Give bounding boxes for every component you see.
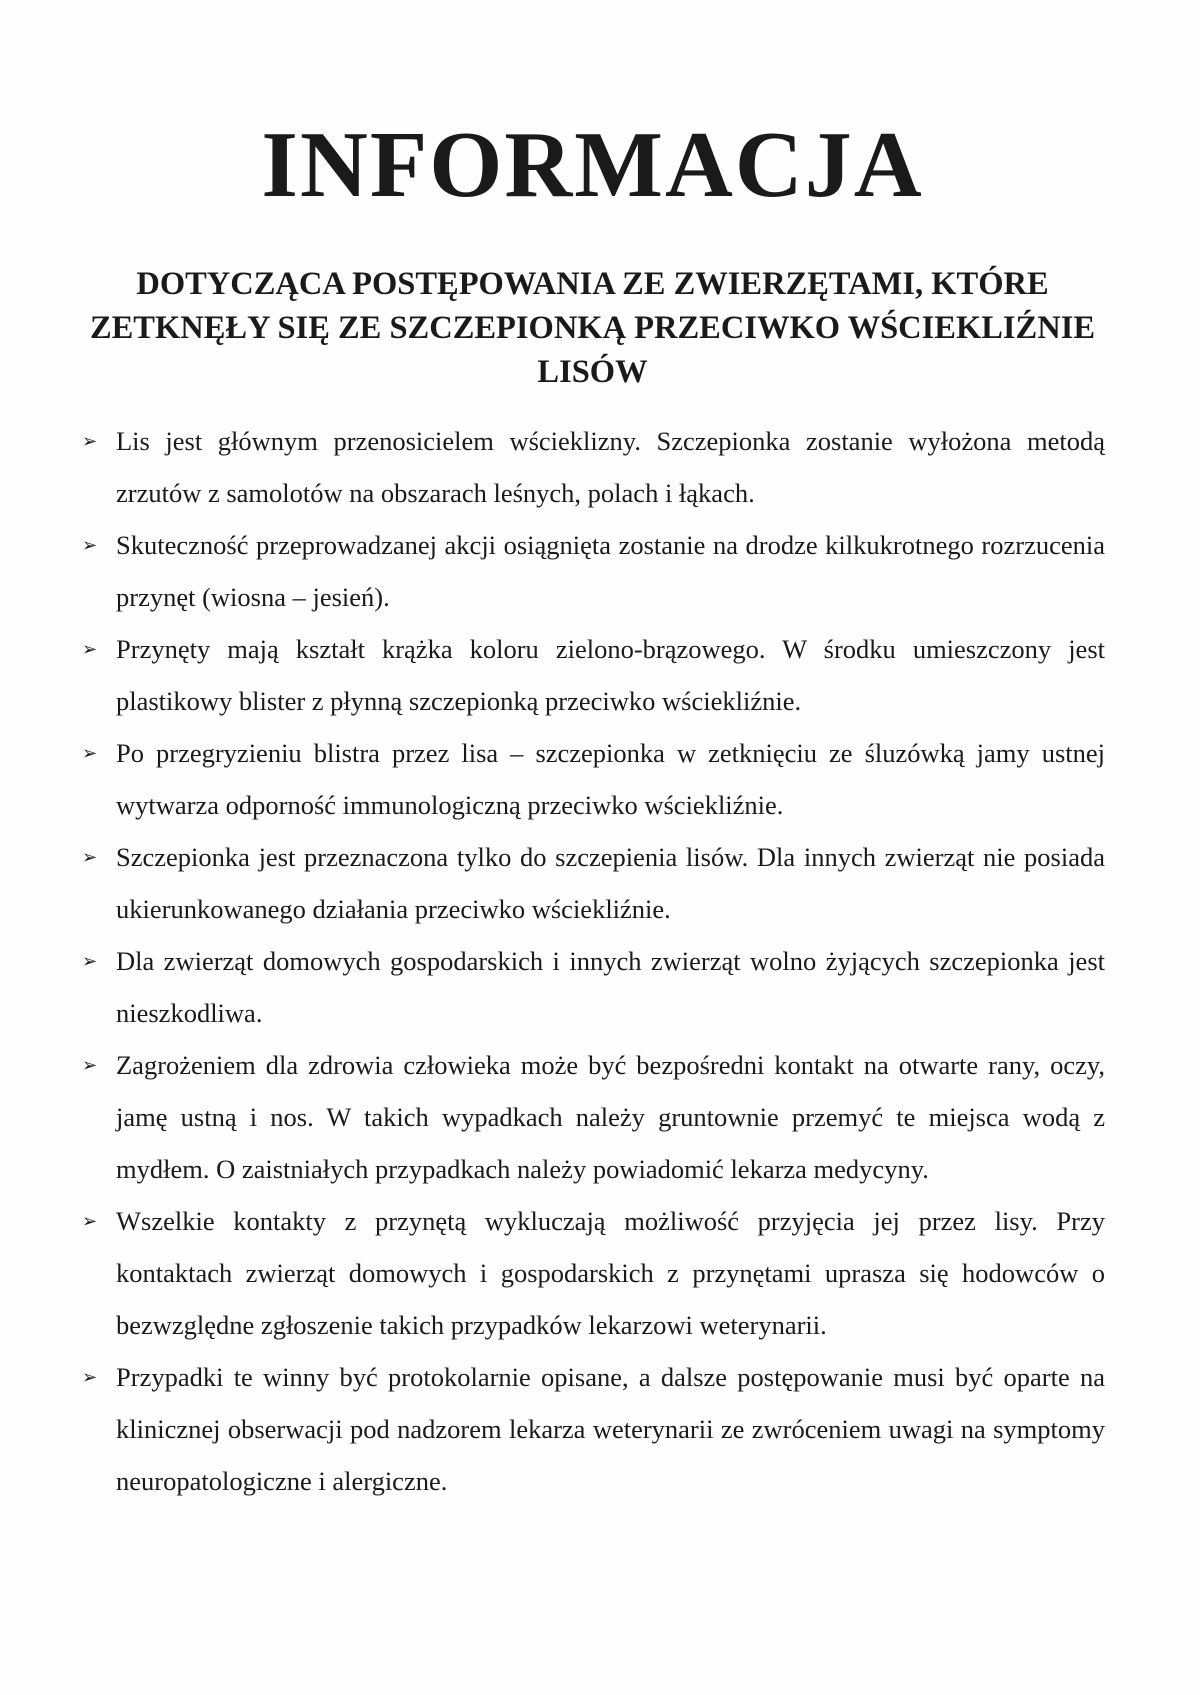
list-item	[70, 831, 1105, 935]
list-item	[70, 1195, 1105, 1351]
list-item	[70, 519, 1105, 623]
list-item-text: Szczepionka jest przeznaczona tylko do szczepienia lisów. Dla innych zwierząt nie posiada ukierunkowanego działania przeciwko wściekliźnie.	[116, 842, 1105, 924]
list-item-text: Zagrożeniem dla zdrowia człowieka może być bezpośredni kontakt na otwarte rany, oczy, jamę ustną i nos. W takich wypadkach należy gruntownie przemyć te miejsca wodą z mydłem. O zaistniałych przypadkach należy powiadomić lekarza medycyny.	[116, 1050, 1105, 1184]
list-item-text: Przypadki te winny być protokolarnie opisane, a dalsze postępowanie musi być oparte na klinicznej obserwacji pod nadzorem lekarza weterynarii ze zwróceniem uwagi na symptomy neuropatologiczne i alergiczne.	[116, 1362, 1105, 1496]
list-item-text: Wszelkie kontakty z przynętą wykluczają możliwość przyjęcia jej przez lisy. Przy kontaktach zwierząt domowych i gospodarskich z przynętami uprasza się hodowców o bezwzględne zgłoszenie takich przypadków lekarzowi weterynarii.	[116, 1206, 1105, 1340]
arrowhead-bullet-icon: ➢	[82, 743, 98, 763]
arrowhead-bullet-icon: ➢	[82, 847, 98, 867]
list-item-text: Lis jest głównym przenosicielem wścieklizny. Szczepionka zostanie wyłożona metodą zrzutów z samolotów na obszarach leśnych, polach i łąkach.	[116, 426, 1105, 508]
arrowhead-bullet-icon: ➢	[82, 1055, 98, 1075]
list-item-text: Przynęty mają kształt krążka koloru zielono-brązowego. W środku umieszczony jest plastikowy blister z płynną szczepionką przeciwko wściekliźnie.	[116, 634, 1105, 716]
list-item	[70, 415, 1105, 519]
document-subtitle: DOTYCZĄCA POSTĘPOWANIA ZE ZWIERZĘTAMI, KTÓRE ZETKNĘŁY SIĘ ZE SZCZEPIONKĄ PRZECIWKO WŚCIEKLIŹNIE LISÓW	[89, 266, 1096, 390]
list-item-text: Dla zwierząt domowych gospodarskich i innych zwierząt wolno żyjących szczepionka jest nieszkodliwa.	[116, 946, 1105, 1028]
list-item	[70, 727, 1105, 831]
document-title: INFORMACJA	[261, 113, 924, 217]
list-item	[70, 1351, 1105, 1507]
list-item	[70, 1039, 1105, 1195]
arrowhead-bullet-icon: ➢	[82, 639, 98, 659]
list-item-text: Skuteczność przeprowadzanej akcji osiągnięta zostanie na drodze kilkukrotnego rozrzucenia przynęt (wiosna – jesień).	[116, 530, 1105, 612]
arrowhead-bullet-icon: ➢	[82, 535, 98, 555]
arrowhead-bullet-icon: ➢	[82, 1367, 98, 1387]
information-list	[70, 415, 1105, 1507]
list-item	[70, 623, 1105, 727]
list-item	[70, 935, 1105, 1039]
arrowhead-bullet-icon: ➢	[82, 431, 98, 451]
list-item-text: Po przegryzieniu blistra przez lisa – szczepionka w zetknięciu ze śluzówką jamy ustnej wytwarza odporność immunologiczną przeciwko wściekliźnie.	[116, 738, 1105, 820]
arrowhead-bullet-icon: ➢	[82, 951, 98, 971]
arrowhead-bullet-icon: ➢	[82, 1211, 98, 1231]
